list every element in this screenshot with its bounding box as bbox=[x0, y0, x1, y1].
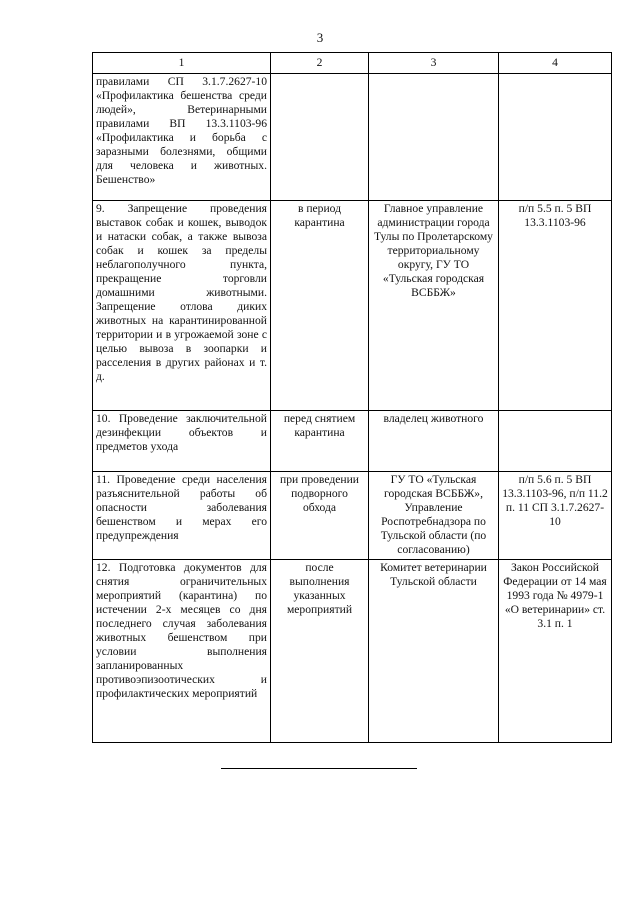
deadline-cell: после выполнения указанных мероприятий bbox=[271, 560, 369, 743]
responsible-cell: владелец животного bbox=[369, 411, 499, 472]
deadline-cell: при проведении подворного обхода bbox=[271, 472, 369, 560]
deadline-cell: в период карантина bbox=[271, 201, 369, 411]
deadline-cell bbox=[271, 74, 369, 201]
end-divider-line bbox=[221, 768, 417, 769]
deadline-cell: перед снятием карантина bbox=[271, 411, 369, 472]
table-row bbox=[93, 201, 612, 411]
table-row bbox=[93, 74, 612, 201]
column-header: 3 bbox=[369, 53, 499, 74]
page-number: 3 bbox=[316, 30, 324, 45]
responsible-cell bbox=[369, 74, 499, 201]
measure-cell: 11. Проведение среди населения разъяснительной работы об опасности заболевания бешенством и мерах его предупреждения bbox=[93, 472, 271, 560]
basis-cell bbox=[499, 411, 612, 472]
table-row bbox=[93, 411, 612, 472]
measure-cell: правилами СП 3.1.7.2627-10 «Профилактика бешенства среди людей», Ветеринарными правилами ВП 13.3.1103-96 «Профилактика и борьба с заразными болезнями, общими для человека и животных. Бешенство» bbox=[93, 74, 271, 201]
responsible-cell: Комитет ветеринарии Тульской области bbox=[369, 560, 499, 743]
measures-table bbox=[92, 52, 612, 743]
basis-cell: п/п 5.6 п. 5 ВП 13.3.1103-96, п/п 11.2 п. 11 СП 3.1.7.2627-10 bbox=[499, 472, 612, 560]
table-header-row bbox=[93, 53, 612, 74]
table-row bbox=[93, 472, 612, 560]
table-row bbox=[93, 560, 612, 743]
measure-cell: 9. Запрещение проведения выставок собак и кошек, выводок и натаски собак, а также вывоза собак и кошек за пределы неблагополучного пункта, прекращение торговли домашними животными. Запрещение отлова диких животных на карантинированной территории и в угрожаемой зоне с целью вывоза в зоопарки и расселения в других районах и т. д. bbox=[93, 201, 271, 411]
basis-cell: Закон Российской Федерации от 14 мая 1993 года № 4979-1 «О ветеринарии» ст. 3.1 п. 1 bbox=[499, 560, 612, 743]
basis-cell: п/п 5.5 п. 5 ВП 13.3.1103-96 bbox=[499, 201, 612, 411]
responsible-cell: Главное управление администрации города Тулы по Пролетарскому территориальному округу, ГУ ТО «Тульская городская ВСББЖ» bbox=[369, 201, 499, 411]
responsible-cell: ГУ ТО «Тульская городская ВСББЖ», Управление Роспотребнадзора по Тульской области (по согласованию) bbox=[369, 472, 499, 560]
measure-cell: 12. Подготовка документов для снятия ограничительных мероприятий (карантина) по истечении 2-х месяцев со дня последнего случая заболевания животных бешенством при условии выполнения запланированных противоэпизоотических и профилактических мероприятий bbox=[93, 560, 271, 743]
basis-cell bbox=[499, 74, 612, 201]
column-header: 1 bbox=[93, 53, 271, 74]
column-header: 4 bbox=[499, 53, 612, 74]
measure-cell: 10. Проведение заключительной дезинфекции объектов и предметов ухода bbox=[93, 411, 271, 472]
column-header: 2 bbox=[271, 53, 369, 74]
